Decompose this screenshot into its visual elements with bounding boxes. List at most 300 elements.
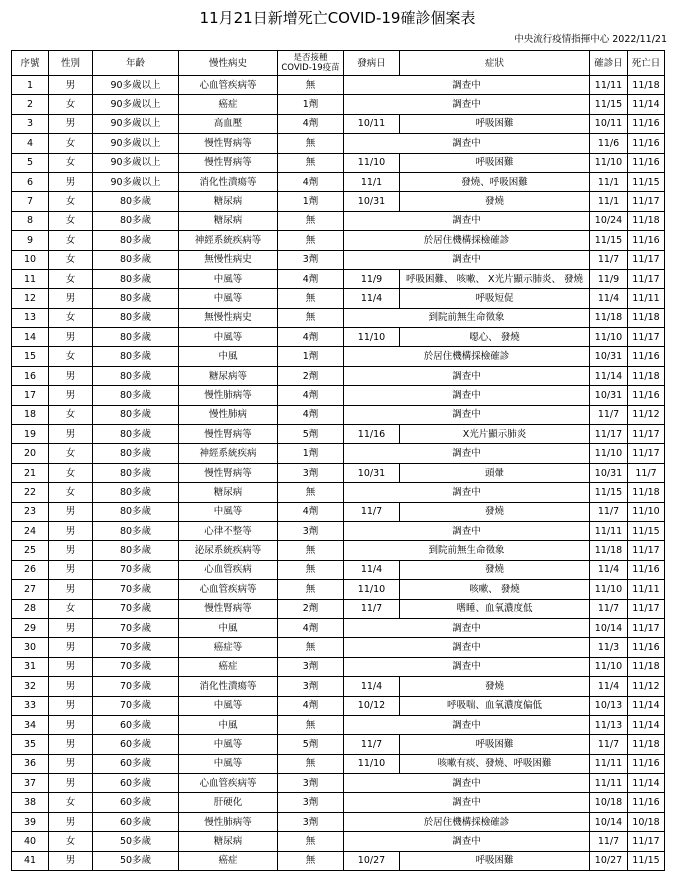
cell-symptom: 到院前無生命徵象: [344, 308, 590, 327]
cell-age: 80多歲: [93, 289, 179, 308]
table-row: [12, 618, 665, 637]
cell-age: 70多歲: [93, 580, 179, 599]
cell-death: 11/17: [628, 599, 665, 618]
header-vaccine-line1: 是否接種: [293, 53, 328, 63]
cell-history: 中風: [179, 715, 278, 734]
cell-symptom: 調查中: [344, 444, 590, 463]
cell-age: 80多歲: [93, 444, 179, 463]
cell-history: 中風等: [179, 735, 278, 754]
cell-vaccine: 4劑: [278, 386, 344, 405]
cell-no: 5: [12, 153, 49, 172]
cell-sex: 男: [49, 696, 93, 715]
cell-sex: 男: [49, 677, 93, 696]
table-row: [12, 192, 665, 211]
cell-vaccine: 無: [278, 211, 344, 230]
cell-history: 癌症等: [179, 638, 278, 657]
cell-vaccine: 無: [278, 153, 344, 172]
table-row: [12, 754, 665, 773]
cell-no: 16: [12, 366, 49, 385]
cell-history: 慢性肺病: [179, 405, 278, 424]
cell-death: 11/18: [628, 735, 665, 754]
cell-vaccine: 無: [278, 638, 344, 657]
cell-age: 80多歲: [93, 231, 179, 250]
cell-sex: 女: [49, 405, 93, 424]
cell-sex: 男: [49, 366, 93, 385]
cell-symptom: 調查中: [344, 211, 590, 230]
cell-age: 80多歲: [93, 425, 179, 444]
cell-no: 8: [12, 211, 49, 230]
cell-no: 40: [12, 832, 49, 851]
cell-symptom: 呼吸困難、 咳嗽、 X光片顯示肺炎、 發燒: [400, 269, 590, 288]
cell-death: 11/16: [628, 231, 665, 250]
cell-symptom: 呼吸短促: [400, 289, 590, 308]
cell-death: 11/14: [628, 774, 665, 793]
cell-no: 24: [12, 521, 49, 540]
cell-death: 11/17: [628, 192, 665, 211]
cell-age: 80多歲: [93, 347, 179, 366]
cell-symptom: 調查中: [344, 134, 590, 153]
header-age: 年齡: [93, 51, 179, 76]
cell-vaccine: 4劑: [278, 502, 344, 521]
cell-age: 60多歲: [93, 812, 179, 831]
cell-age: 80多歲: [93, 211, 179, 230]
cell-vaccine: 無: [278, 134, 344, 153]
cell-onset: 11/10: [344, 754, 400, 773]
cell-age: 80多歲: [93, 521, 179, 540]
cell-no: 32: [12, 677, 49, 696]
cell-death: 11/11: [628, 580, 665, 599]
cell-age: 90多歲以上: [93, 76, 179, 95]
table-row: [12, 521, 665, 540]
cell-confirm: 11/10: [590, 444, 628, 463]
cell-symptom: 嗜睡、血氧濃度低: [400, 599, 590, 618]
cell-symptom: 調查中: [344, 618, 590, 637]
cell-no: 4: [12, 134, 49, 153]
cell-history: 糖尿病等: [179, 366, 278, 385]
cell-symptom: 頭暈: [400, 463, 590, 482]
cell-symptom: 發燒: [400, 560, 590, 579]
cell-confirm: 10/11: [590, 114, 628, 133]
table-row: [12, 405, 665, 424]
cell-symptom: 調查中: [344, 250, 590, 269]
cell-no: 7: [12, 192, 49, 211]
cell-age: 80多歲: [93, 192, 179, 211]
cell-onset: 11/10: [344, 153, 400, 172]
cell-history: 高血壓: [179, 114, 278, 133]
cell-sex: 女: [49, 211, 93, 230]
cell-age: 80多歲: [93, 308, 179, 327]
cell-death: 11/17: [628, 328, 665, 347]
cell-confirm: 10/31: [590, 347, 628, 366]
cell-sex: 女: [49, 231, 93, 250]
cell-onset: 11/7: [344, 599, 400, 618]
cell-death: 11/17: [628, 250, 665, 269]
cell-sex: 男: [49, 560, 93, 579]
cell-confirm: 11/13: [590, 715, 628, 734]
table-row: [12, 483, 665, 502]
cell-vaccine: 3劑: [278, 657, 344, 676]
cell-no: 22: [12, 483, 49, 502]
cell-history: 中風等: [179, 696, 278, 715]
cell-symptom: 呼吸喘、血氧濃度偏低: [400, 696, 590, 715]
header-onset: 發病日: [344, 51, 400, 76]
cell-sex: 女: [49, 463, 93, 482]
cell-age: 90多歲以上: [93, 134, 179, 153]
cell-symptom: 調查中: [344, 386, 590, 405]
cell-no: 31: [12, 657, 49, 676]
cell-history: 中風等: [179, 754, 278, 773]
cell-no: 35: [12, 735, 49, 754]
cell-death: 11/17: [628, 425, 665, 444]
cell-death: 11/18: [628, 483, 665, 502]
cell-sex: 男: [49, 851, 93, 870]
cell-history: 癌症: [179, 95, 278, 114]
cell-vaccine: 1劑: [278, 192, 344, 211]
cell-death: 11/17: [628, 269, 665, 288]
header-no: 序號: [12, 51, 49, 76]
table-row: [12, 328, 665, 347]
cell-history: 無慢性病史: [179, 250, 278, 269]
cell-vaccine: 3劑: [278, 463, 344, 482]
header-vaccine: [278, 51, 344, 76]
cell-no: 15: [12, 347, 49, 366]
cell-vaccine: 無: [278, 715, 344, 734]
cell-confirm: 10/27: [590, 851, 628, 870]
cell-onset: 10/31: [344, 463, 400, 482]
cell-confirm: 11/11: [590, 76, 628, 95]
cell-history: 心血管疾病等: [179, 774, 278, 793]
cell-symptom: 調查中: [344, 774, 590, 793]
cell-sex: 女: [49, 347, 93, 366]
cell-death: 11/7: [628, 463, 665, 482]
cell-vaccine: 5劑: [278, 425, 344, 444]
cell-confirm: 11/9: [590, 269, 628, 288]
cell-history: 神經系統疾病: [179, 444, 278, 463]
cell-confirm: 11/10: [590, 328, 628, 347]
table-row: [12, 580, 665, 599]
cell-confirm: 10/31: [590, 463, 628, 482]
cell-confirm: 11/1: [590, 192, 628, 211]
table-row: [12, 812, 665, 831]
cell-confirm: 11/1: [590, 172, 628, 191]
cell-symptom: 咳嗽有痰、發燒、呼吸困難: [400, 754, 590, 773]
cell-sex: 男: [49, 114, 93, 133]
source-note: 中央流行疫情指揮中心 2022/11/21: [514, 34, 667, 45]
cell-confirm: 11/7: [590, 735, 628, 754]
table-row: [12, 211, 665, 230]
cell-age: 80多歲: [93, 541, 179, 560]
table-row: [12, 715, 665, 734]
cell-sex: 男: [49, 172, 93, 191]
cell-symptom: 咳嗽、 發燒: [400, 580, 590, 599]
cell-no: 1: [12, 76, 49, 95]
cell-sex: 男: [49, 541, 93, 560]
cell-confirm: 10/18: [590, 793, 628, 812]
table-row: [12, 172, 665, 191]
cell-history: 癌症: [179, 657, 278, 676]
header-symptom: 症狀: [400, 51, 590, 76]
cell-age: 60多歲: [93, 774, 179, 793]
cell-history: 心律不整等: [179, 521, 278, 540]
cell-onset: 11/16: [344, 425, 400, 444]
table-row: [12, 774, 665, 793]
cell-age: 80多歲: [93, 405, 179, 424]
cell-history: 慢性腎病等: [179, 153, 278, 172]
cell-symptom: 於居住機構採檢確診: [344, 347, 590, 366]
cell-age: 50多歲: [93, 851, 179, 870]
cell-sex: 男: [49, 328, 93, 347]
cell-history: 中風等: [179, 502, 278, 521]
cell-symptom: 呼吸困難: [400, 153, 590, 172]
cell-symptom: 到院前無生命徵象: [344, 541, 590, 560]
cell-age: 90多歲以上: [93, 114, 179, 133]
cell-symptom: X光片顯示肺炎: [400, 425, 590, 444]
cell-vaccine: 無: [278, 541, 344, 560]
cell-symptom: 調查中: [344, 366, 590, 385]
cell-age: 70多歲: [93, 638, 179, 657]
cell-death: 11/17: [628, 832, 665, 851]
cell-vaccine: 3劑: [278, 812, 344, 831]
cell-symptom: 調查中: [344, 832, 590, 851]
cell-history: 中風: [179, 618, 278, 637]
cell-age: 60多歲: [93, 754, 179, 773]
header-sex: 性別: [49, 51, 93, 76]
cell-no: 14: [12, 328, 49, 347]
cell-death: 11/16: [628, 134, 665, 153]
cell-age: 80多歲: [93, 463, 179, 482]
cell-no: 37: [12, 774, 49, 793]
cell-vaccine: 3劑: [278, 774, 344, 793]
cell-age: 70多歲: [93, 599, 179, 618]
table-row: [12, 289, 665, 308]
cell-sex: 男: [49, 735, 93, 754]
cell-history: 肝硬化: [179, 793, 278, 812]
cell-age: 70多歲: [93, 696, 179, 715]
cell-death: 11/18: [628, 308, 665, 327]
cell-symptom: 呼吸困難: [400, 114, 590, 133]
cell-onset: 10/11: [344, 114, 400, 133]
cell-history: 無慢性病史: [179, 308, 278, 327]
cell-vaccine: 無: [278, 76, 344, 95]
cell-vaccine: 3劑: [278, 793, 344, 812]
cell-no: 34: [12, 715, 49, 734]
cell-vaccine: 2劑: [278, 599, 344, 618]
cell-confirm: 11/7: [590, 832, 628, 851]
cell-confirm: 11/18: [590, 541, 628, 560]
cell-history: 慢性腎病等: [179, 425, 278, 444]
cell-death: 11/10: [628, 502, 665, 521]
cell-vaccine: 4劑: [278, 114, 344, 133]
cell-history: 慢性肺病等: [179, 386, 278, 405]
cell-sex: 女: [49, 192, 93, 211]
cell-onset: 11/4: [344, 560, 400, 579]
cell-symptom: 呼吸困難: [400, 735, 590, 754]
cell-vaccine: 無: [278, 832, 344, 851]
table-row: [12, 386, 665, 405]
cell-death: 11/18: [628, 366, 665, 385]
cell-no: 6: [12, 172, 49, 191]
table-row: [12, 76, 665, 95]
cell-sex: 男: [49, 76, 93, 95]
cell-history: 慢性腎病等: [179, 463, 278, 482]
cell-no: 23: [12, 502, 49, 521]
table-row: [12, 269, 665, 288]
table-row: [12, 425, 665, 444]
cell-no: 9: [12, 231, 49, 250]
cell-no: 13: [12, 308, 49, 327]
cell-symptom: 於居住機構採檢確診: [344, 812, 590, 831]
cell-sex: 男: [49, 289, 93, 308]
cell-sex: 男: [49, 618, 93, 637]
cell-symptom: 調查中: [344, 793, 590, 812]
cell-onset: 10/31: [344, 192, 400, 211]
table-row: [12, 463, 665, 482]
header-vaccine-line2: COVID-19疫苗: [281, 63, 340, 73]
cell-confirm: 11/7: [590, 250, 628, 269]
cell-confirm: 11/11: [590, 521, 628, 540]
cell-age: 70多歲: [93, 560, 179, 579]
cell-no: 2: [12, 95, 49, 114]
cell-confirm: 11/6: [590, 134, 628, 153]
cell-confirm: 11/10: [590, 657, 628, 676]
cell-confirm: 10/31: [590, 386, 628, 405]
cell-age: 80多歲: [93, 269, 179, 288]
cell-confirm: 11/10: [590, 153, 628, 172]
cell-age: 80多歲: [93, 366, 179, 385]
cell-history: 慢性腎病等: [179, 599, 278, 618]
cell-vaccine: 3劑: [278, 521, 344, 540]
cell-history: 中風等: [179, 269, 278, 288]
cell-vaccine: 無: [278, 231, 344, 250]
cell-history: 心血管疾病等: [179, 76, 278, 95]
cell-no: 27: [12, 580, 49, 599]
cell-sex: 男: [49, 715, 93, 734]
cell-no: 20: [12, 444, 49, 463]
table-row: [12, 502, 665, 521]
cell-death: 11/15: [628, 521, 665, 540]
cell-sex: 女: [49, 793, 93, 812]
table-row: [12, 308, 665, 327]
cell-symptom: 發燒、呼吸困難: [400, 172, 590, 191]
table-header-row: [12, 51, 665, 76]
cell-history: 糖尿病: [179, 832, 278, 851]
cell-sex: 男: [49, 754, 93, 773]
cell-history: 中風等: [179, 328, 278, 347]
cell-vaccine: 無: [278, 289, 344, 308]
cell-symptom: 調查中: [344, 95, 590, 114]
cell-age: 80多歲: [93, 502, 179, 521]
cell-onset: 10/12: [344, 696, 400, 715]
cell-no: 36: [12, 754, 49, 773]
table-row: [12, 657, 665, 676]
table-row: [12, 677, 665, 696]
cell-no: 26: [12, 560, 49, 579]
cell-symptom: 調查中: [344, 638, 590, 657]
cell-no: 17: [12, 386, 49, 405]
cell-symptom: 調查中: [344, 715, 590, 734]
cell-vaccine: 無: [278, 851, 344, 870]
cell-vaccine: 4劑: [278, 328, 344, 347]
cell-confirm: 11/4: [590, 677, 628, 696]
table-row: [12, 444, 665, 463]
cell-no: 25: [12, 541, 49, 560]
cell-no: 33: [12, 696, 49, 715]
cell-confirm: 11/18: [590, 308, 628, 327]
cell-sex: 女: [49, 832, 93, 851]
table-row: [12, 832, 665, 851]
cell-confirm: 11/17: [590, 425, 628, 444]
cell-death: 11/16: [628, 347, 665, 366]
cell-symptom: 發燒: [400, 192, 590, 211]
cell-no: 39: [12, 812, 49, 831]
cell-death: 10/18: [628, 812, 665, 831]
cell-age: 80多歲: [93, 386, 179, 405]
cell-no: 38: [12, 793, 49, 812]
cell-sex: 男: [49, 774, 93, 793]
cell-no: 21: [12, 463, 49, 482]
cell-confirm: 11/3: [590, 638, 628, 657]
cell-vaccine: 4劑: [278, 696, 344, 715]
cell-history: 心血管疾病等: [179, 580, 278, 599]
cell-confirm: 11/7: [590, 502, 628, 521]
cell-age: 80多歲: [93, 328, 179, 347]
cell-vaccine: 3劑: [278, 250, 344, 269]
cell-vaccine: 4劑: [278, 618, 344, 637]
cell-confirm: 11/15: [590, 231, 628, 250]
cell-death: 11/15: [628, 851, 665, 870]
cell-confirm: 11/11: [590, 754, 628, 773]
cell-symptom: 發燒: [400, 502, 590, 521]
cell-confirm: 11/4: [590, 289, 628, 308]
cell-onset: 11/10: [344, 328, 400, 347]
cell-history: 心血管疾病: [179, 560, 278, 579]
cell-vaccine: 1劑: [278, 95, 344, 114]
cell-no: 12: [12, 289, 49, 308]
cell-confirm: 11/7: [590, 405, 628, 424]
cell-age: 80多歲: [93, 250, 179, 269]
cell-history: 癌症: [179, 851, 278, 870]
cell-symptom: 噁心、 發燒: [400, 328, 590, 347]
cell-age: 50多歲: [93, 832, 179, 851]
cell-death: 11/17: [628, 541, 665, 560]
cell-symptom: 調查中: [344, 657, 590, 676]
cell-death: 11/14: [628, 715, 665, 734]
cell-symptom: 呼吸困難: [400, 851, 590, 870]
cell-vaccine: 4劑: [278, 172, 344, 191]
cell-sex: 男: [49, 638, 93, 657]
cell-onset: 10/27: [344, 851, 400, 870]
cell-death: 11/18: [628, 657, 665, 676]
cell-sex: 女: [49, 250, 93, 269]
cell-confirm: 10/14: [590, 812, 628, 831]
cell-vaccine: 無: [278, 308, 344, 327]
cell-history: 泌尿系統疾病等: [179, 541, 278, 560]
cell-confirm: 11/14: [590, 366, 628, 385]
table-row: [12, 599, 665, 618]
cell-confirm: 11/4: [590, 560, 628, 579]
table-row: [12, 114, 665, 133]
cell-sex: 女: [49, 153, 93, 172]
table-row: [12, 95, 665, 114]
cell-age: 70多歲: [93, 657, 179, 676]
cell-death: 11/18: [628, 211, 665, 230]
cell-sex: 女: [49, 95, 93, 114]
cell-history: 神經系統疾病等: [179, 231, 278, 250]
table-row: [12, 231, 665, 250]
cell-history: 慢性腎病等: [179, 134, 278, 153]
cell-vaccine: 4劑: [278, 269, 344, 288]
table-row: [12, 638, 665, 657]
